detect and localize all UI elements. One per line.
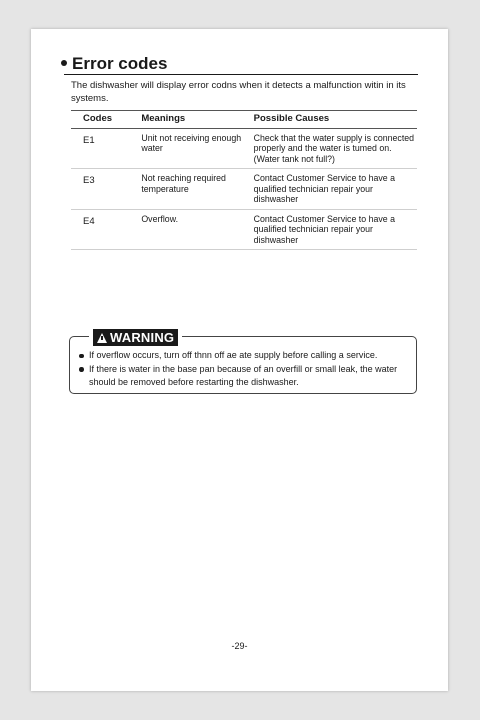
warning-label-badge bbox=[93, 329, 178, 346]
error-codes-table bbox=[71, 110, 417, 250]
cause-cell: Contact Customer Service to have a qualified technician repair your dishwasher bbox=[254, 209, 417, 250]
page-number: -29- bbox=[231, 641, 248, 651]
warning-label bbox=[89, 329, 182, 347]
table-row bbox=[71, 128, 417, 169]
bullet-icon bbox=[79, 367, 84, 372]
manual-page bbox=[31, 29, 448, 691]
table-header-row bbox=[71, 111, 417, 129]
meaning-cell: Overflow. bbox=[141, 209, 253, 250]
header-codes: Codes bbox=[71, 111, 141, 129]
meaning-cell: Not reaching required temperature bbox=[141, 169, 253, 210]
meaning-cell: Unit not receiving enough water bbox=[141, 128, 253, 169]
warning-list bbox=[77, 349, 413, 390]
warning-item-text: If there is water in the base pan because of an overfill or small leak, the water should be removed before restarting the dishwasher. bbox=[89, 363, 398, 387]
bullet-icon bbox=[79, 354, 84, 359]
code-cell: E3 bbox=[71, 169, 141, 210]
warning-label-text: WARNING bbox=[110, 330, 175, 345]
code-cell: E1 bbox=[71, 128, 141, 169]
section-title bbox=[61, 54, 167, 74]
intro-text: The dishwasher will display error codns when it detects a malfunction witin in its systems. bbox=[71, 80, 406, 104]
header-possible-causes: Possible Causes bbox=[254, 111, 417, 129]
code-cell: E4 bbox=[71, 209, 141, 250]
title-divider bbox=[64, 74, 418, 75]
table-row bbox=[71, 169, 417, 210]
header-meanings: Meanings bbox=[141, 111, 253, 129]
list-item bbox=[77, 349, 413, 363]
title-bullet bbox=[61, 60, 67, 66]
warning-triangle-icon bbox=[97, 333, 107, 343]
cause-cell: Check that the water supply is connected properly and the water is tumed on. (Water tank not full?) bbox=[254, 128, 417, 169]
section-title-text: Error codes bbox=[72, 54, 168, 73]
list-item bbox=[77, 363, 413, 390]
table-row bbox=[71, 209, 417, 250]
warning-item-text: If overflow occurs, turn off thnn off ae ate supply before calling a service. bbox=[89, 350, 378, 360]
cause-cell: Contact Customer Service to have a qualified technician repair your dishwasher bbox=[254, 169, 417, 210]
